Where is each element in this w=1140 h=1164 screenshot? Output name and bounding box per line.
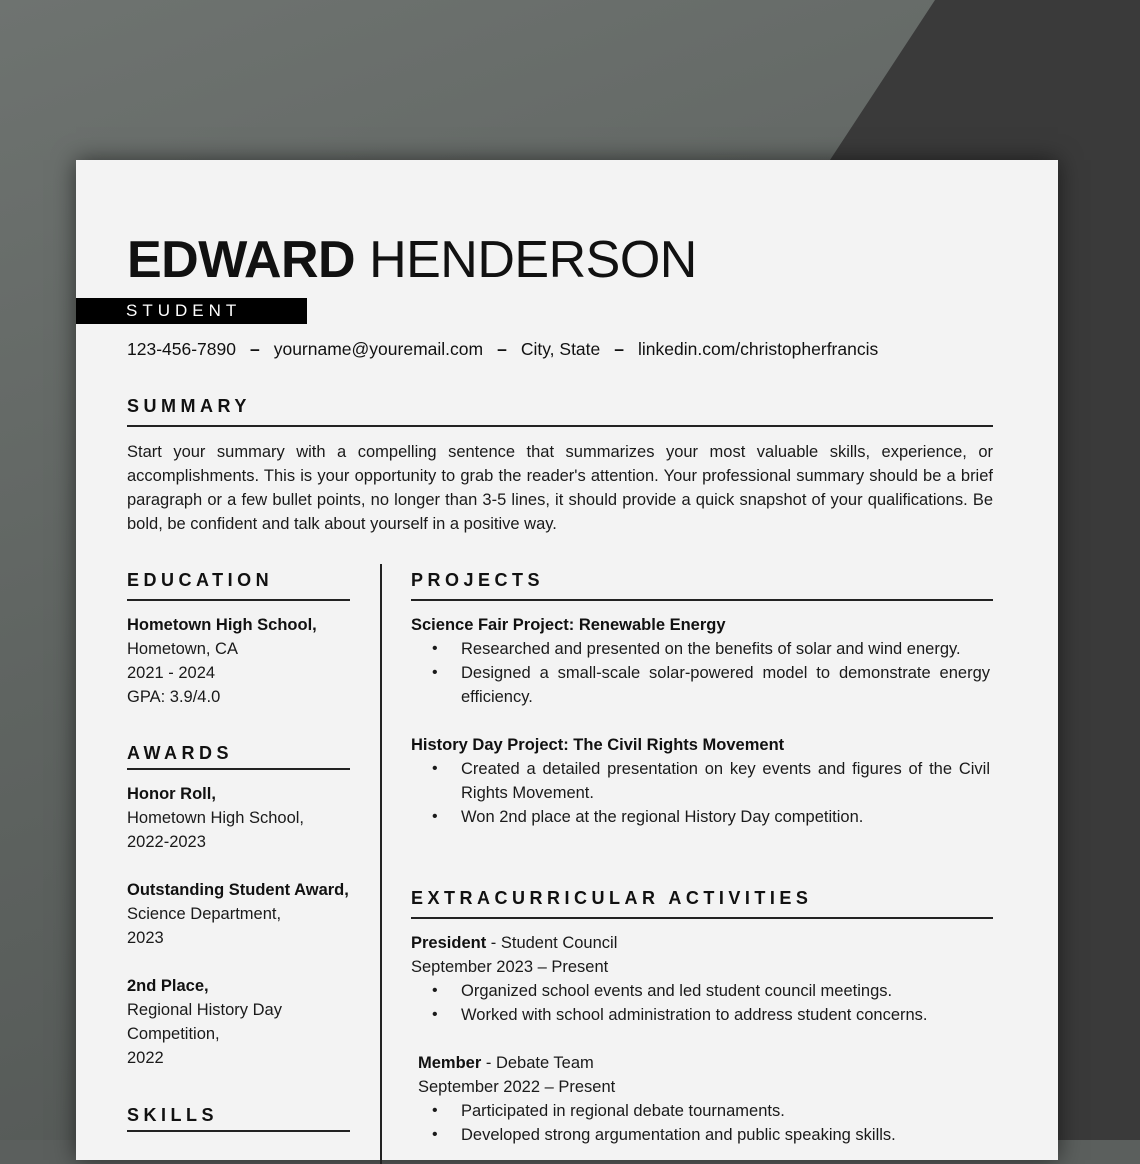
list-item: • Developed strong argumentation and public speaking skills. [411,1123,990,1147]
education-rule [127,599,350,601]
list-item: • Designed a small-scale solar-powered model to demonstrate energy efficiency. [411,661,990,709]
award-detail: Competition, [127,1025,220,1043]
school-gpa: GPA: 3.9/4.0 [127,688,221,706]
column-divider [380,564,382,1164]
awards-heading: AWARDS [127,743,234,763]
location-text: City, State [520,339,601,359]
activity-role: President [411,934,487,952]
role-label: STUDENT [126,301,242,320]
award-name: Honor Roll, [127,785,216,803]
activity-role: Member [418,1054,482,1072]
projects-heading: PROJECTS [411,570,545,590]
first-name: EDWARD [127,231,356,289]
separator: – [249,339,260,359]
list-item: • Participated in regional debate tournaments. [411,1099,990,1123]
award-detail: Science Department, [127,905,282,923]
activity-heading [411,1051,990,1075]
education-heading: EDUCATION [127,570,274,590]
separator: – [614,339,624,359]
project-title: History Day Project: The Civil Rights Movement [411,736,785,754]
awards-block [127,782,372,1070]
projects-rule [411,599,993,601]
activity-dates: September 2022 – Present [418,1078,616,1096]
resume-page [76,160,1058,1160]
summary-text: Start your summary with a compelling sentence that summarizes your most valuable skills, experience, or accomplishments. This is your opportunity to grab the reader's attention. Your professional summary should be a brief paragraph or a few bullet points, no longer than 3-5 lines, it should provide a quick snapshot of your qualifications. Be bold, be confident and talk about yourself in a positive way. [127,443,993,533]
award-detail: 2023 [127,929,164,947]
list-item: • Organized school events and led student council meetings. [411,979,990,1003]
list-item: • Worked with school administration to address student concerns. [411,1003,990,1027]
list-item: • Won 2nd place at the regional History Day competition. [411,805,990,829]
role-bar [76,298,307,324]
activities-rule [411,917,993,919]
list-item: • Created a detailed presentation on key events and figures of the Civil Rights Movement. [411,757,990,805]
education-block [127,613,367,709]
school-years: 2021 - 2024 [127,664,216,682]
contact-line [127,338,878,360]
email-text: yourname@youremail.com [273,339,484,359]
awards-rule [127,768,350,770]
activities-heading: EXTRACURRICULAR ACTIVITIES [411,888,813,908]
award-detail: 2022 [127,1049,164,1067]
skills-heading: SKILLS [127,1105,219,1125]
summary-rule [127,425,993,427]
list-item: • Researched and presented on the benefits of solar and wind energy. [411,637,990,661]
candidate-name [127,230,697,290]
activity-org: - Debate Team [481,1054,594,1072]
school-name: Hometown High School, [127,616,317,634]
activity-heading [411,931,990,955]
award-detail: 2022-2023 [127,833,206,851]
activities-block [411,931,990,1147]
activity-dates: September 2023 – Present [411,958,609,976]
award-detail: Regional History Day [127,1001,282,1019]
projects-block [411,613,990,829]
separator: – [497,339,507,359]
linkedin-text: linkedin.com/christopherfrancis [638,339,879,359]
award-detail: Hometown High School, [127,809,305,827]
school-location: Hometown, CA [127,640,238,658]
award-name: 2nd Place, [127,977,209,995]
project-title: Science Fair Project: Renewable Energy [411,616,726,634]
phone-text: 123-456-7890 [127,339,236,359]
skills-rule [127,1130,350,1132]
last-name: HENDERSON [369,231,697,289]
activity-org: - Student Council [486,934,618,952]
award-name: Outstanding Student Award, [127,881,349,899]
summary-heading: SUMMARY [127,396,251,416]
